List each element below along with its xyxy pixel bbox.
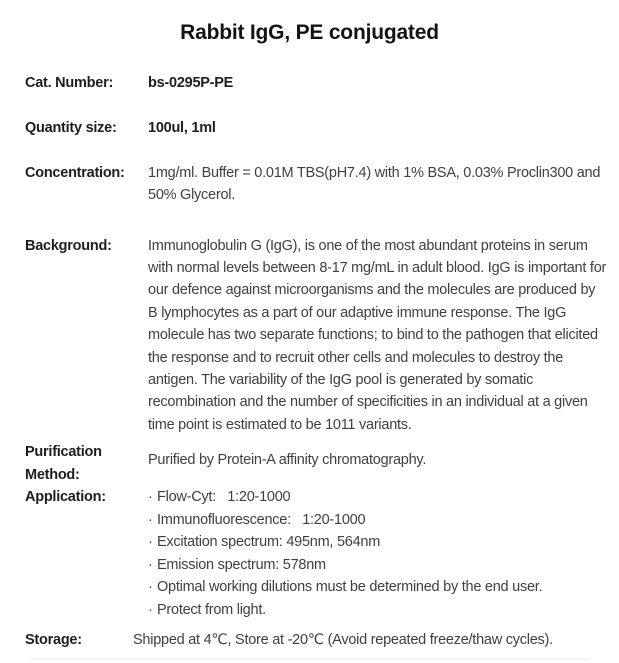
storage-label: Storage:	[25, 632, 82, 649]
storage-value: Shipped at 4℃, Store at -20℃ (Avoid repeated freeze/thaw cycles).	[133, 632, 553, 649]
application-item-text: Excitation spectrum: 495nm, 564nm	[157, 534, 381, 551]
field-row-background	[0, 235, 619, 437]
bullet-icon: ·	[148, 601, 153, 618]
concentration-value: 1mg/ml. Buffer = 0.01M TBS(pH7.4) with 1% BSA, 0.03% Proclin300 and 50% Glycerol.	[148, 164, 604, 204]
bullet-icon: ·	[148, 556, 153, 573]
application-item-text: Immunofluorescence: 1:20-1000	[157, 511, 366, 528]
field-row-application	[0, 486, 619, 621]
purification-method-value: Purified by Protein-A affinity chromatography.	[148, 452, 427, 469]
application-item-text: Protect from light.	[157, 601, 266, 618]
bullet-icon: ·	[148, 534, 153, 551]
list-item	[148, 509, 608, 532]
application-item-text: Optimal working dilutions must be determined by the end user.	[157, 579, 543, 596]
list-item	[148, 531, 608, 554]
field-row-purification-method	[0, 441, 619, 486]
field-row-quantity-size	[0, 117, 619, 139]
concentration-label: Concentration:	[25, 164, 125, 181]
bullet-icon: ·	[148, 489, 153, 506]
bullet-icon: ·	[148, 579, 153, 596]
quantity-size-value: 100ul, 1ml	[148, 120, 216, 137]
list-item	[148, 486, 608, 509]
cat-number-label: Cat. Number:	[25, 75, 114, 91]
cat-number-value: bs-0295P-PE	[148, 75, 234, 91]
field-row-cat-number	[0, 72, 619, 94]
page-title: Rabbit IgG, PE conjugated	[180, 21, 439, 44]
field-row-storage	[0, 629, 619, 651]
list-item	[148, 599, 608, 622]
background-value: Immunoglobulin G (IgG), is one of the most abundant proteins in serum with normal levels between 8-17 mg/mL in adult blood. IgG is important for our defence against microorganisms and the molecules are produced by B lymphocytes as a part of our adaptive immune response. The IgG molecule has two separate functions; to bind to the pathogen that elicited the response and to recruit other cells and molecules to destroy the antigen. The variability of the IgG pool is generated by somatic recombination and the number of specificities in an individual at a given time point is estimated to be 1011 variants.	[148, 237, 610, 433]
list-item	[148, 554, 608, 577]
application-label: Application:	[25, 489, 106, 506]
application-item-text: Flow-Cyt: 1:20-1000	[157, 489, 291, 506]
quantity-size-label: Quantity size:	[25, 120, 117, 137]
bullet-icon: ·	[148, 511, 153, 528]
background-label: Background:	[25, 237, 112, 254]
application-list	[148, 486, 608, 621]
purification-method-label: Purification Method:	[25, 444, 102, 483]
field-row-concentration	[0, 162, 619, 207]
page-bottom-divider	[30, 658, 590, 660]
application-item-text: Emission spectrum: 578nm	[157, 556, 326, 573]
list-item	[148, 576, 608, 599]
